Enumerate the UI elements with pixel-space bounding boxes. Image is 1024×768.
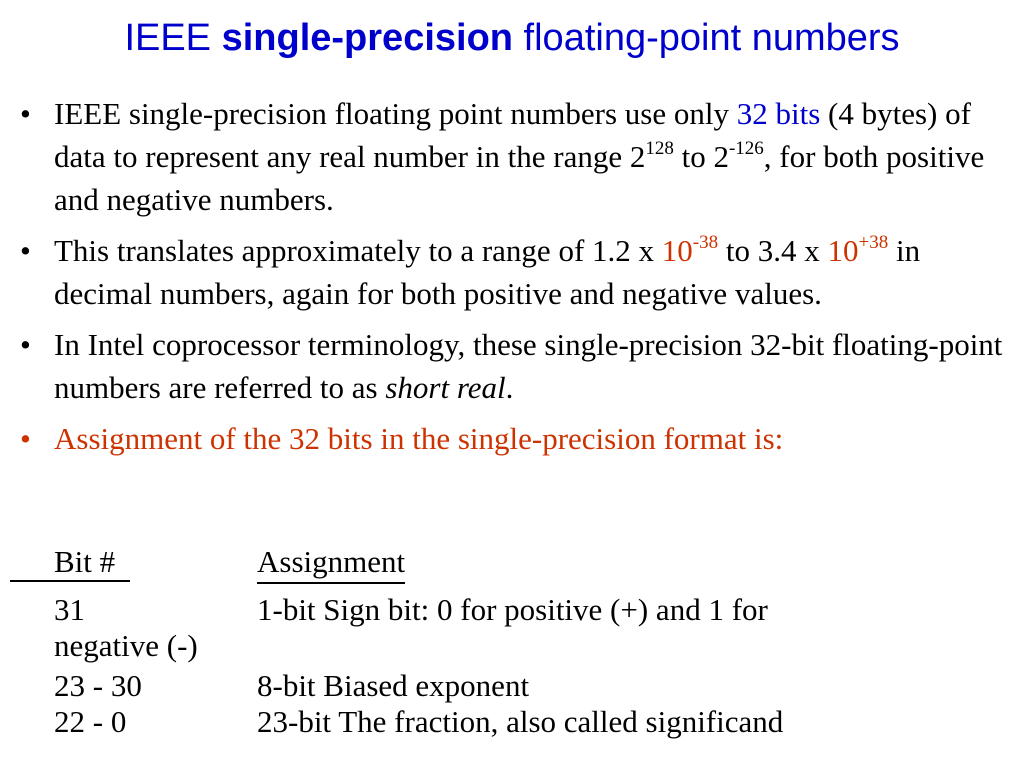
bullet-item-range-bits [20, 92, 1010, 221]
assignment-cell: 23-bit The fraction, also called significand [257, 704, 784, 739]
title-bold: single-precision [221, 17, 513, 59]
table-header [0, 544, 1024, 586]
exponent-pos-38: +38 [858, 232, 889, 253]
title-prefix: IEEE [124, 17, 222, 59]
table-row [0, 592, 1024, 664]
bullet-text: . [505, 370, 514, 405]
column-header-assignment: Assignment [257, 544, 405, 584]
bit-cell: 23 - 30 [54, 668, 142, 703]
bit-cell: 22 - 0 [54, 704, 127, 739]
bullet-icon: • [20, 233, 31, 268]
exponent-neg-38: -38 [692, 232, 719, 253]
bullet-text: to 3.4 x [718, 233, 828, 268]
bullet-icon: • [20, 96, 31, 131]
exponent-neg-126: -126 [728, 138, 764, 159]
exponent-128: 128 [645, 138, 674, 159]
bullet-icon: • [20, 327, 31, 362]
bullet-item-intel-terminology [20, 323, 1010, 409]
bullet-text: Assignment of the 32 bits in the single-precision format is: [54, 421, 784, 456]
bullet-text: , for both positive and negative numbers. [54, 139, 985, 217]
bullet-text: to 2 [673, 139, 729, 174]
bullet-list [20, 92, 1010, 468]
highlight-power-ten: 10 [827, 233, 859, 268]
assignment-cell-continuation: negative (-) [54, 628, 198, 663]
bullet-text: (4 bytes) of data to represent any real number in the range 2 [54, 96, 971, 174]
table-row [0, 704, 1024, 740]
assignment-cell: 1-bit Sign bit: 0 for positive (+) and 1 for [257, 592, 768, 627]
bullet-text: In Intel coprocessor terminology, these single-precision 32-bit floating-point numbers are referred to as [54, 327, 1003, 405]
bullet-item-decimal-range [20, 229, 1010, 315]
bit-assignment-table [0, 544, 1024, 740]
assignment-cell: 8-bit Biased exponent [257, 668, 530, 703]
bit-cell: 31 [54, 592, 85, 627]
bullet-text: IEEE single-precision floating point numbers use only [54, 96, 737, 131]
italic-short-real: short real [385, 370, 506, 405]
column-header-bit: Bit # [10, 544, 130, 582]
bullet-text: This translates approximately to a range of 1.2 x [54, 233, 662, 268]
title-suffix: floating-point numbers [513, 17, 900, 59]
bullet-item-assignment [20, 417, 1010, 460]
bullet-icon: • [20, 421, 31, 456]
slide-title [0, 14, 1024, 62]
highlight-32-bits: 32 bits [736, 96, 821, 131]
table-row [0, 668, 1024, 704]
bullet-text: in decimal numbers, again for both positive and negative values. [54, 233, 921, 311]
highlight-power-ten: 10 [661, 233, 693, 268]
